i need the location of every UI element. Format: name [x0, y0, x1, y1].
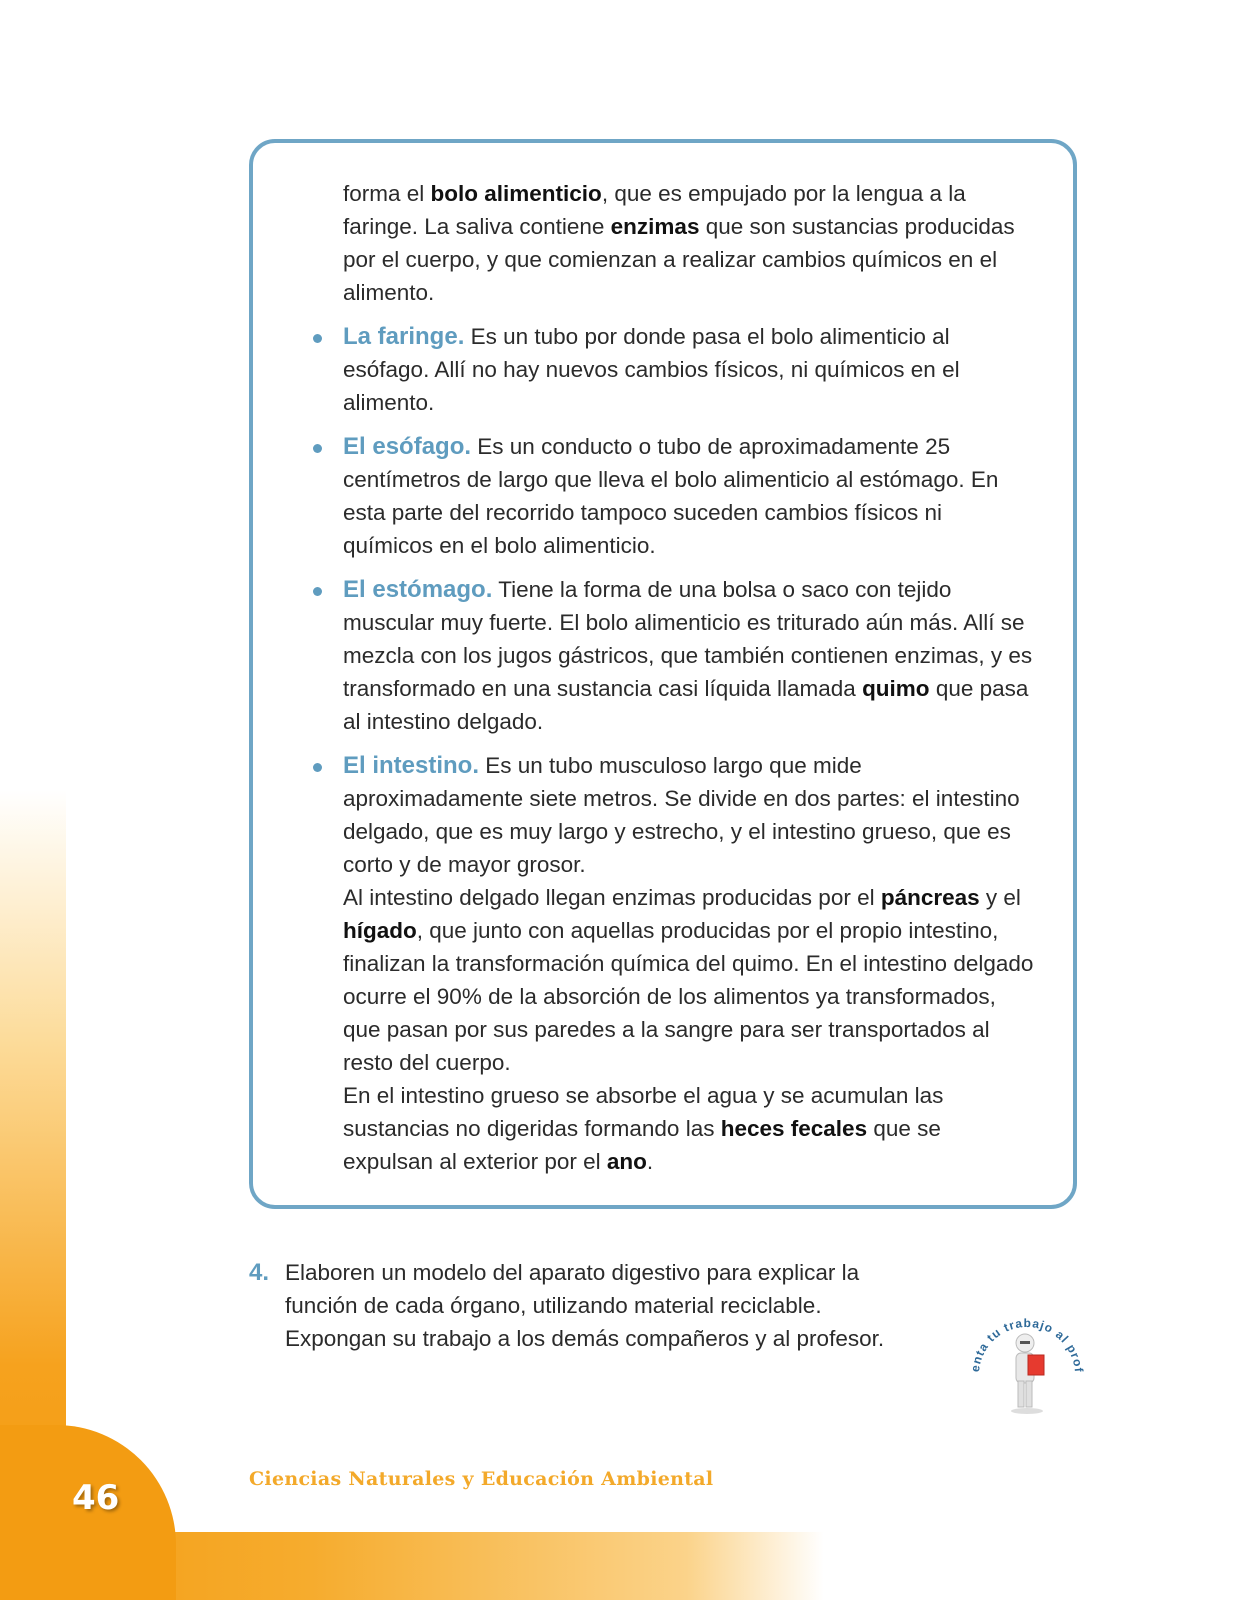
- activity-4: [249, 1256, 909, 1355]
- term-higado: hígado: [343, 918, 417, 943]
- intestino-paragraph-3: [343, 1079, 1037, 1178]
- list-item-esofago: [343, 430, 1037, 562]
- bullet-icon: [313, 444, 322, 453]
- term-pancreas: páncreas: [880, 885, 980, 910]
- intestino-paragraph-2: [343, 881, 1037, 1079]
- text-esofago: Es un conducto o tubo de aproximadamente 25 centímetros de largo que lleva el bolo alimenticio al estómago. En esta parte del recorrido tampoco suceden cambios físicos ni químicos en el bolo alimenticio.: [343, 434, 999, 558]
- footer-book-title: Ciencias Naturales y Educación Ambiental: [249, 1468, 714, 1490]
- text-intestino-2c: , que junto con aquellas producidas por el propio intestino, finalizan la transformación química del quimo. En el intestino delgado ocurre el 90% de la absorción de los alimentos ya transformados, que pasan por sus paredes a la sangre para ser transportados al resto del cuerpo.: [343, 918, 1034, 1075]
- text-intestino-2a: Al intestino delgado llegan enzimas producidas por el: [343, 885, 881, 910]
- text-intestino-3a: En el intestino grueso se absorbe el agua y se acumulan las sustancias no digeridas formando las: [343, 1083, 944, 1141]
- heading-esofago: El esófago.: [343, 433, 472, 460]
- heading-faringe: La faringe.: [343, 323, 465, 350]
- list-item-faringe: [343, 320, 1037, 419]
- term-heces-fecales: heces fecales: [720, 1116, 868, 1141]
- text-intestino-3c: .: [646, 1149, 654, 1174]
- badge-label: enta tu trabajo al prof: [968, 1315, 1086, 1374]
- term-enzimas: enzimas: [610, 214, 700, 239]
- intro-text-1: forma el: [343, 181, 431, 206]
- list-item-estomago: [343, 573, 1037, 738]
- text-estomago-1: Tiene la forma de una bolsa o saco con tejido muscular muy fuerte. El bolo alimenticio es triturado aún más. Allí se mezcla con los jugos gástricos, que también contienen enzimas, y es transformado en una sustancia casi líquida llamada: [343, 577, 1033, 701]
- presenter-figure-icon: [965, 1295, 1090, 1425]
- bullet-icon: [313, 763, 322, 772]
- digestive-system-info-box: [249, 139, 1077, 1209]
- text-intestino-2b: y el: [979, 885, 1021, 910]
- term-quimo: quimo: [862, 676, 930, 701]
- heading-intestino: El intestino.: [343, 752, 480, 779]
- text-estomago-2: que pasa al intestino delgado.: [343, 676, 1029, 734]
- intro-text-3: que son sustancias producidas por el cuerpo, y que comienzan a realizar cambios químicos en el alimento.: [343, 214, 1015, 305]
- list-item-intestino: [343, 749, 1037, 1178]
- text-intestino-1: Es un tubo musculoso largo que mide aproximadamente siete metros. Se divide en dos partes: el intestino delgado, que es muy largo y estrecho, y el intestino grueso, que es corto y de mayor grosor.: [343, 753, 1020, 877]
- term-ano: ano: [606, 1149, 647, 1174]
- page-number: 46: [72, 1478, 120, 1518]
- intro-paragraph: [343, 177, 1037, 309]
- decorative-bottom-band: [0, 1532, 1248, 1600]
- heading-estomago: El estómago.: [343, 576, 493, 603]
- decorative-left-strip: [0, 790, 66, 1510]
- intro-text-2: , que es empujado por la lengua a la faringe. La saliva contiene: [343, 181, 966, 239]
- text-faringe: Es un tubo por donde pasa el bolo alimenticio al esófago. Allí no hay nuevos cambios físicos, ni químicos en el alimento.: [343, 324, 960, 415]
- present-work-badge: [965, 1295, 1090, 1425]
- activity-number: 4.: [249, 1259, 270, 1286]
- bullet-icon: [313, 334, 322, 343]
- text-intestino-3b: que se expulsan al exterior por el: [343, 1116, 941, 1174]
- bullet-icon: [313, 587, 322, 596]
- term-bolo-alimenticio: bolo alimenticio: [430, 181, 602, 206]
- activity-text: Elaboren un modelo del aparato digestivo para explicar la función de cada órgano, utilizando material reciclable. Expongan su trabajo a los demás compañeros y al profesor.: [285, 1260, 885, 1351]
